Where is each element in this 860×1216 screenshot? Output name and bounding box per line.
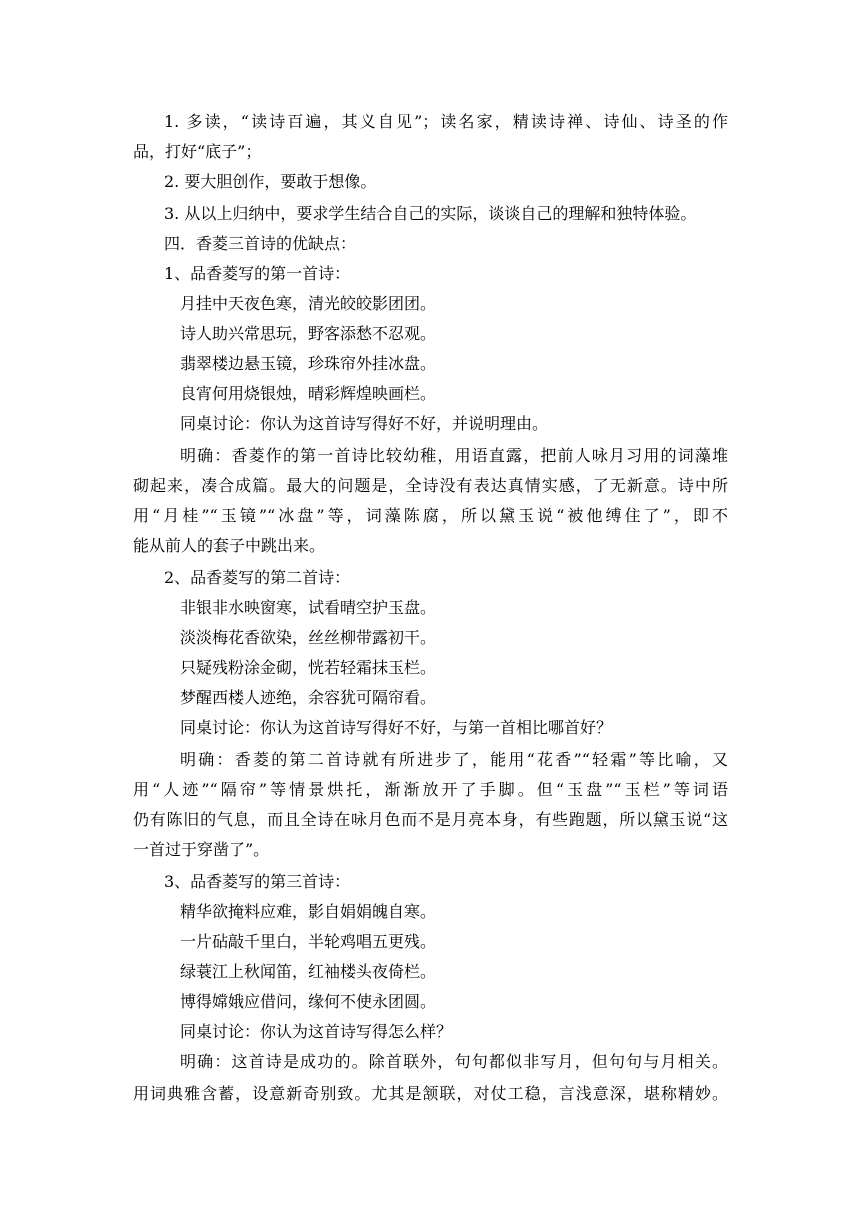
poem-2-answer-line-3: 仍有陈旧的气息，而且全诗在咏月色而不是月亮本身，有些跑题，所以黛玉说“这 xyxy=(133,810,728,829)
poem-2-answer-line-4: 一首过于穿凿了”。 xyxy=(133,840,270,859)
poem-2-heading: 2、品香菱写的第二首诗： xyxy=(164,568,351,587)
poem-2-verse-4: 梦醒西楼人迹绝，余容犹可隔帘看。 xyxy=(180,688,437,707)
poem-2-verse-2: 淡淡梅花香欲染，丝丝柳带露初干。 xyxy=(180,628,437,647)
poem-1-verse-4: 良宵何用烧银烛，晴彩辉煌映画栏。 xyxy=(180,384,437,403)
tip-1-line-2: 品，打好“底子”； xyxy=(133,142,262,161)
poem-1-answer-line-3: 用“月桂”“玉镜”“冰盘”等，词藻陈腐，所以黛玉说“被他缚住了”，即不 xyxy=(133,506,728,525)
poem-1-heading: 1、品香菱写的第一首诗： xyxy=(164,264,351,283)
tip-3: 3. 从以上归纳中，要求学生结合自己的实际，谈谈自己的理解和独特体验。 xyxy=(164,204,697,223)
poem-1-verse-3: 翡翠楼边悬玉镜，珍珠帘外挂冰盘。 xyxy=(180,354,437,373)
poem-2-verse-3: 只疑残粉涂金砌，恍若轻霜抹玉栏。 xyxy=(180,658,437,677)
section-heading: 四．香菱三首诗的优缺点： xyxy=(164,234,357,253)
poem-1-answer-line-4: 能从前人的套子中跳出来。 xyxy=(133,536,326,555)
tip-2: 2. 要大胆创作，要敢于想像。 xyxy=(164,172,377,191)
poem-2-answer-line-2: 用“人迹”“隔帘”等情景烘托，渐渐放开了手脚。但“玉盘”“玉栏”等词语 xyxy=(133,780,728,799)
poem-3-verse-3: 绿蓑江上秋闻笛，红袖楼头夜倚栏。 xyxy=(180,962,437,981)
poem-2-discussion: 同桌讨论：你认为这首诗写得好不好，与第一首相比哪首好？ xyxy=(180,718,613,737)
poem-3-verse-1: 精华欲掩料应难，影自娟娟魄自寒。 xyxy=(180,902,437,921)
poem-3-verse-2: 一片砧敲千里白，半轮鸡唱五更残。 xyxy=(180,932,437,951)
poem-1-answer-line-2: 砌起来，凑合成篇。最大的问题是，全诗没有表达真情实感，了无新意。诗中所 xyxy=(133,476,728,495)
poem-2-verse-1: 非银非水映窗寒，试看晴空护玉盘。 xyxy=(180,598,437,617)
poem-1-verse-2: 诗人助兴常思玩，野客添愁不忍观。 xyxy=(180,324,437,343)
poem-2-answer-line-1: 明确：香菱的第二首诗就有所进步了，能用“花香”“轻霜”等比喻，又 xyxy=(180,750,728,769)
poem-3-answer-line-1: 明确：这首诗是成功的。除首联外，句句都似非写月，但句句与月相关。 xyxy=(180,1052,728,1071)
tip-1-line-1: 1. 多读，“读诗百遍，其义自见”；读名家，精读诗禅、诗仙、诗圣的作 xyxy=(164,112,728,131)
poem-3-heading: 3、品香菱写的第三首诗： xyxy=(164,872,351,891)
poem-1-discussion: 同桌讨论：你认为这首诗写得好不好，并说明理由。 xyxy=(180,414,549,433)
poem-1-verse-1: 月挂中天夜色寒，清光皎皎影团团。 xyxy=(180,294,437,313)
poem-3-answer-line-2: 用词典雅含蓄，设意新奇别致。尤其是颔联，对仗工稳，言浅意深，堪称精妙。 xyxy=(133,1084,728,1103)
poem-1-answer-line-1: 明确：香菱作的第一首诗比较幼稚，用语直露，把前人咏月习用的词藻堆 xyxy=(180,446,728,465)
poem-3-verse-4: 博得嫦娥应借问，缘何不使永团圆。 xyxy=(180,992,437,1011)
poem-3-discussion: 同桌讨论：你认为这首诗写得怎么样？ xyxy=(180,1022,453,1041)
